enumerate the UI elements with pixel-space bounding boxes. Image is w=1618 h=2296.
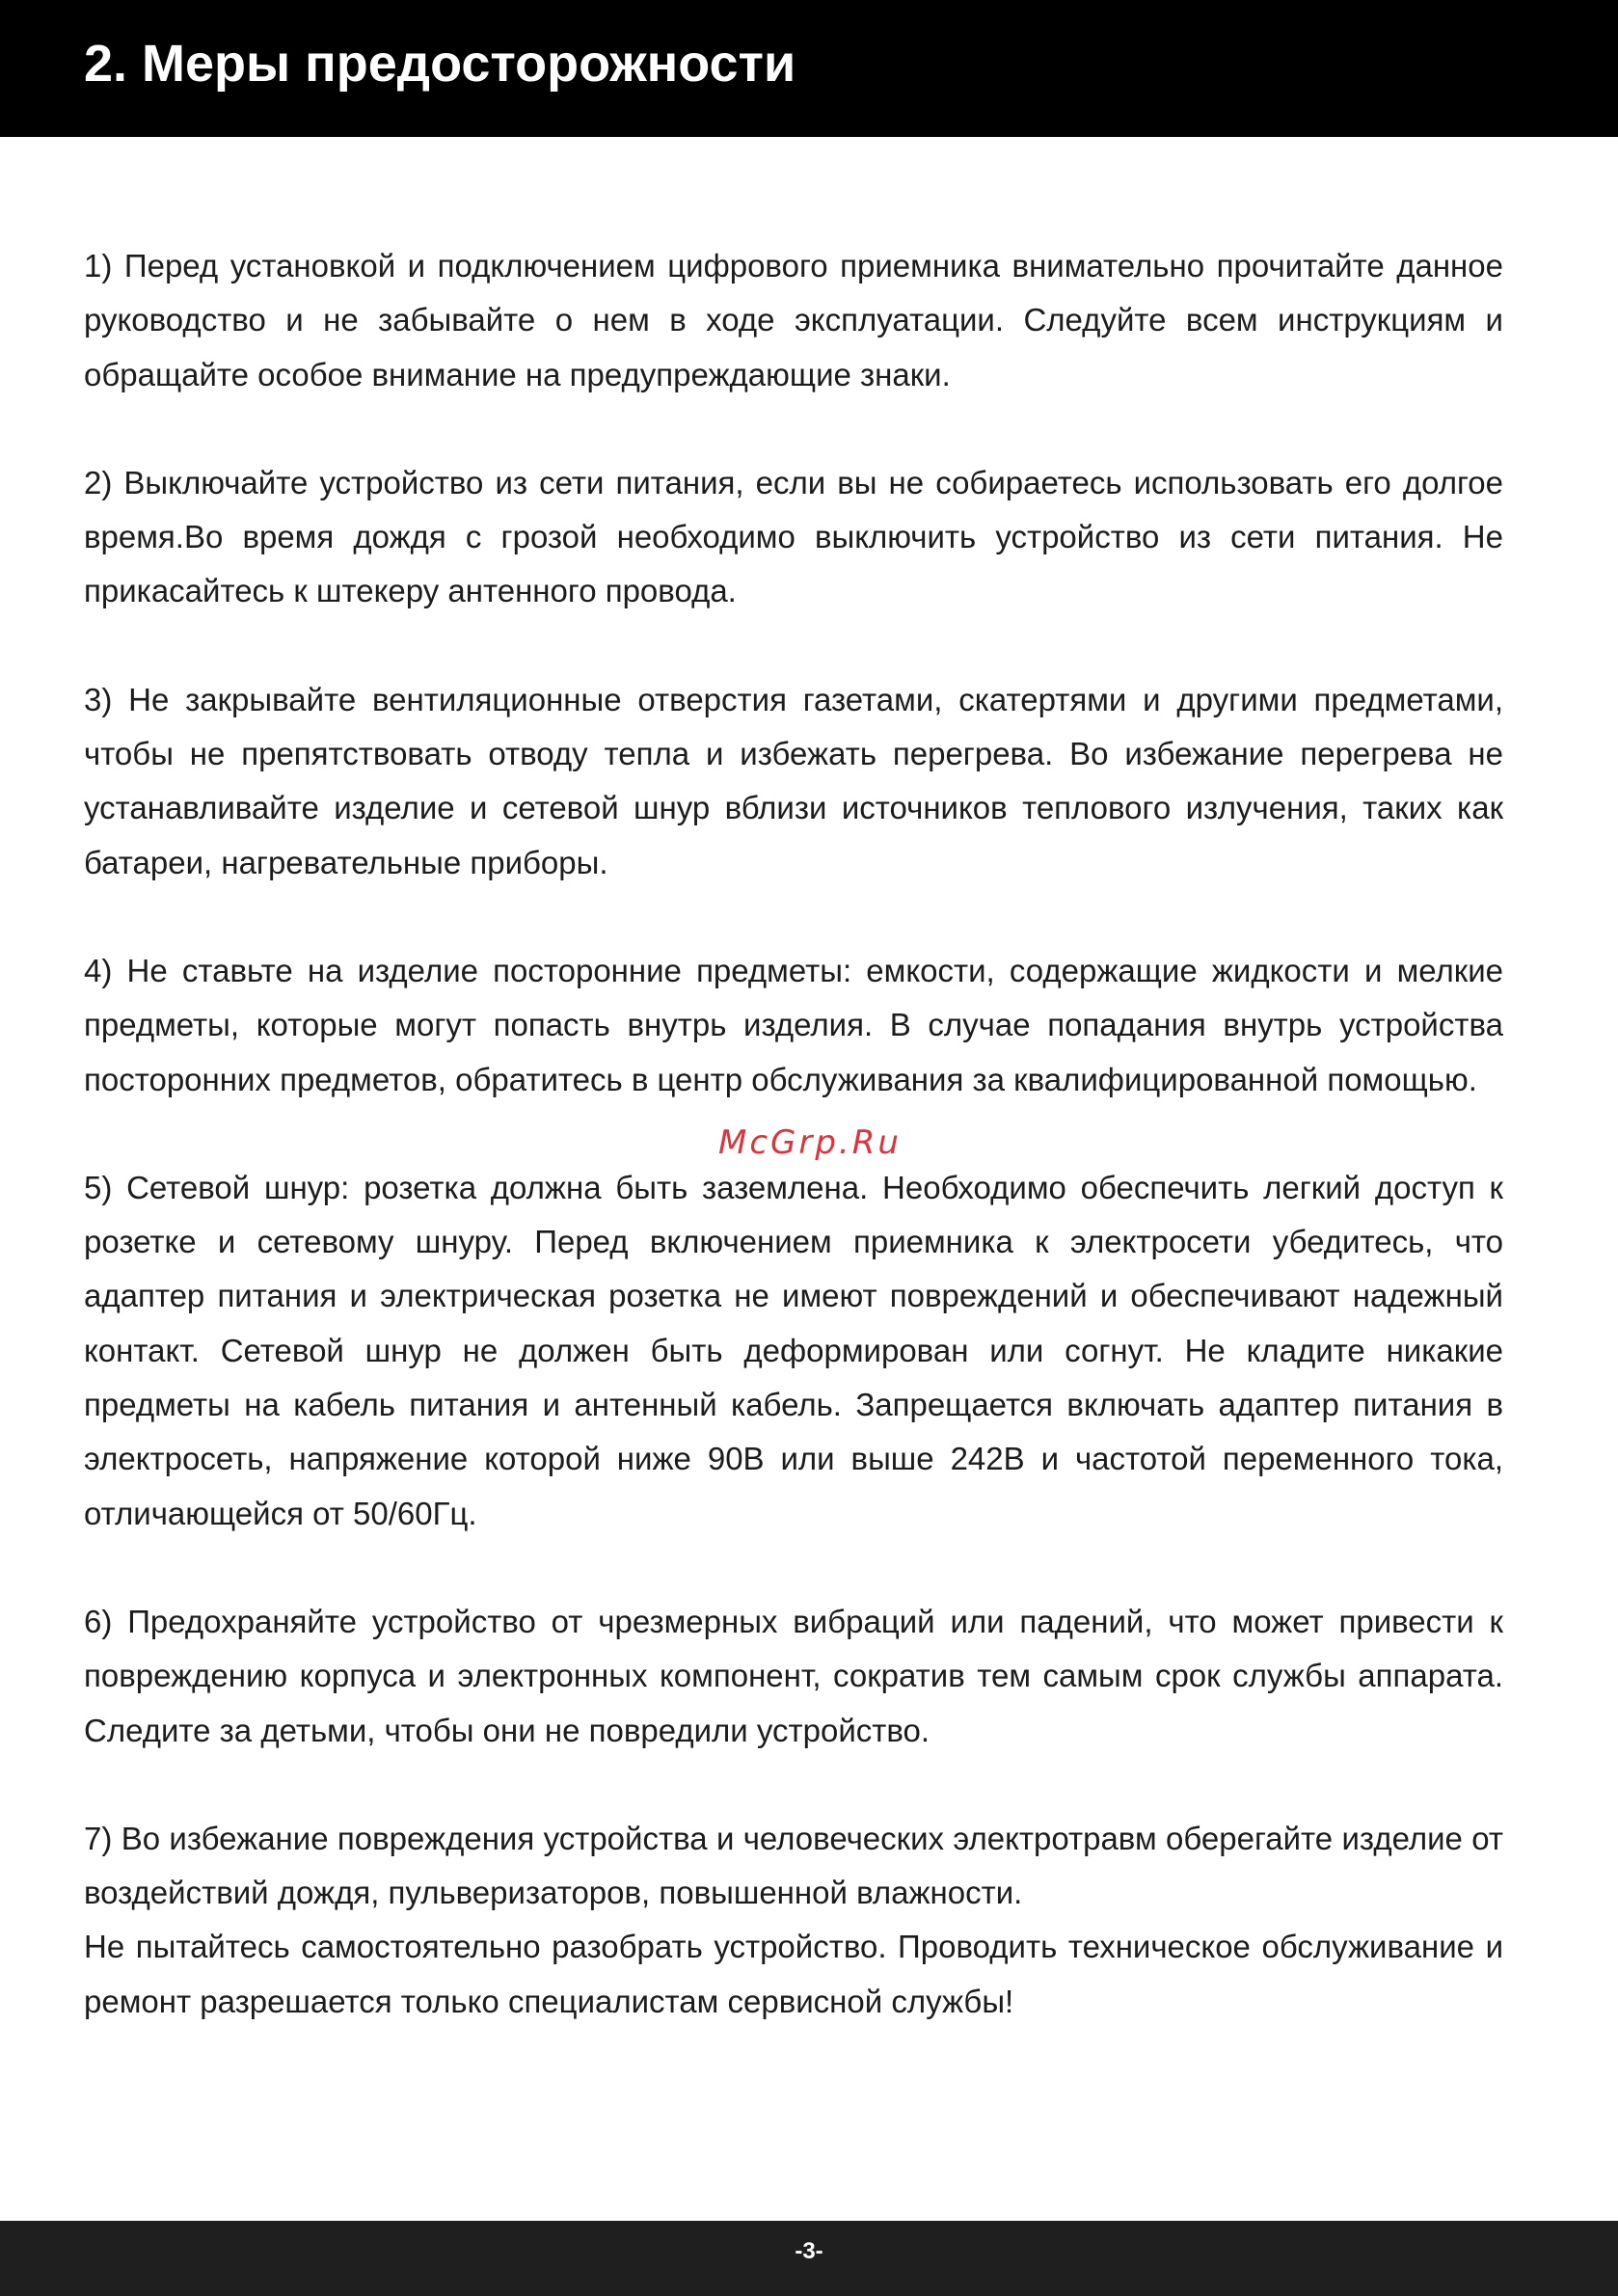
paragraph-7-part-1: 7) Во избежание повреждения устройства и человеческих электротравм оберегайте изделие от воздействий дождя, пульверизаторов, повышенной влажности.: [84, 1820, 1503, 1911]
paragraph-1: 1) Перед установкой и подключением цифрового приемника внимательно прочитайте данное руководство и не забывайте о нем в ходе эксплуатации. Следуйте всем инструкциям и обращайте особое внимание на предупреждающие знаки.: [84, 248, 1503, 392]
paragraph-5: 5) Сетевой шнур: розетка должна быть заземлена. Необходимо обеспечить легкий доступ к розетке и сетевому шнуру. Перед включением приемника к электросети убедитесь, что адаптер питания и электрическая розетка не имеют повреждений и обеспечивают надежный контакт. Сетевой шнур не должен быть деформирован или согнут. Не кладите никакие предметы на кабель питания и антенный кабель. Запрещается включать адаптер питания в электросеть, напряжение которой ниже 90В или выше 242В и частотой переменного тока, отличающейся от 50/60Гц.: [84, 1169, 1503, 1531]
page-title: 2. Меры предосторожности: [84, 35, 796, 93]
header-bar: [0, 0, 1618, 137]
paragraph-4: 4) Не ставьте на изделие посторонние предметы: емкости, содержащие жидкости и мелкие предметы, которые могут попасть внутрь изделия. В случае попадания внутрь устройства посторонних предметов, обратитесь в центр обслуживания за квалифицированной помощью.: [84, 952, 1503, 1097]
paragraph-7-part-2: Не пытайтесь самостоятельно разобрать устройство. Проводить техническое обслуживание и ремонт разрешается только специалистам сервисной службы!: [84, 1929, 1503, 2019]
paragraph-6: 6) Предохраняйте устройство от чрезмерных вибраций или падений, что может привести к повреждению корпуса и электронных компонент, сократив тем самым срок службы аппарата. Следите за детьми, чтобы они не повредили устройство.: [84, 1603, 1503, 1748]
paragraph-7: [84, 1812, 1503, 2029]
page-number: -3-: [795, 2238, 823, 2264]
paragraph-3: 3) Не закрывайте вентиляционные отверстия газетами, скатертями и другими предметами, чтобы не препятствовать отводу тепла и избежать перегрева. Во избежание перегрева не устанавливайте изделие и сетевой шнур вблизи источников теплового излучения, таких как батареи, нагревательные приборы.: [84, 681, 1503, 880]
paragraph-2: 2) Выключайте устройство из сети питания, если вы не собираетесь использовать его долгое время.Во время дождя с грозой необходимо выключить устройство из сети питания. Не прикасайтесь к штекеру антенного провода.: [84, 464, 1503, 609]
watermark-text: McGrp.Ru: [718, 1123, 902, 1162]
